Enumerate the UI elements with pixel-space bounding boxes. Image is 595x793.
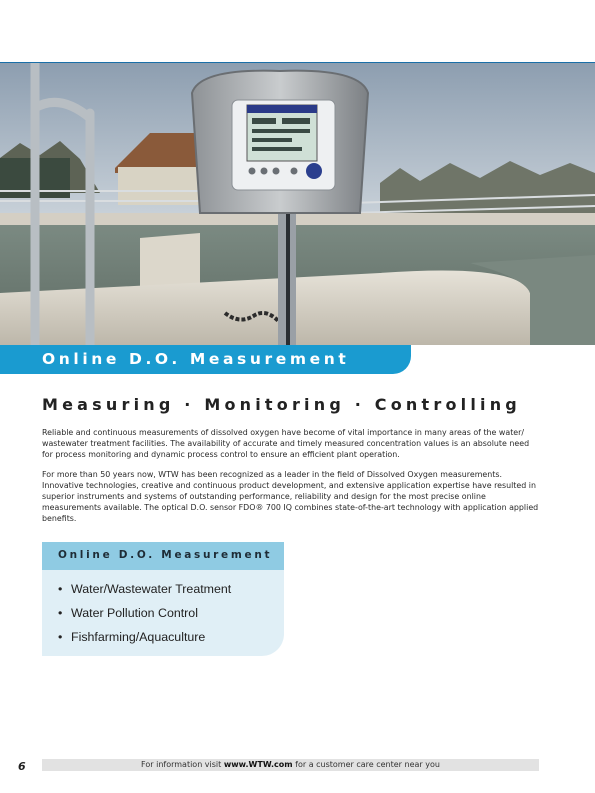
wastewater-treatment-basin-photo: [0, 63, 595, 345]
paragraph-1: Reliable and continuous measurements of dissolved oxygen have become of vital importance in many areas of the water/ wastewater treatment facilities. The availability of accurate and timely measured concentration values is an absolute need for process monitoring and dynamic process control to ensure an efficient plant operation.: [42, 428, 530, 460]
footer-text-after: for a customer care center near you: [292, 760, 440, 769]
page-number: 6: [18, 760, 26, 773]
list-item-label: Fishfarming/Aquaculture: [71, 630, 206, 644]
banner-title: Online D.O. Measurement: [42, 350, 350, 368]
application-list: [58, 582, 231, 654]
paragraph-2: For more than 50 years now, WTW has been recognized as a leader in the field of Dissolved Oxygen measurements. Innovative technologies, creative and continuous product development, and extensive application expertise have resulted in superior instruments and systems of outstanding performance, reliability and design for the most precise online measurements available. The optical D.O. sensor FDO® 700 IQ combines state-of-the-art technology with application applied benefits.: [42, 470, 539, 524]
info-box-title: Online D.O. Measurement: [58, 549, 273, 561]
footer-text: [42, 760, 539, 769]
footer-link[interactable]: www.WTW.com: [223, 760, 293, 769]
bullet-icon: •: [58, 630, 63, 644]
footer-text-before: For information visit: [141, 760, 224, 769]
list-item-label: Water/Wastewater Treatment: [71, 582, 232, 596]
info-box: [42, 542, 284, 656]
list-item-label: Water Pollution Control: [71, 606, 198, 620]
info-box-header: [42, 542, 284, 570]
bullet-icon: •: [58, 606, 63, 620]
section-banner: [0, 345, 411, 374]
page-subtitle: Measuring · Monitoring · Controlling: [42, 395, 521, 414]
list-item: [58, 630, 231, 654]
footer-bar: [42, 759, 539, 771]
list-item: [58, 606, 231, 630]
list-item: [58, 582, 231, 606]
bullet-icon: •: [58, 582, 63, 596]
